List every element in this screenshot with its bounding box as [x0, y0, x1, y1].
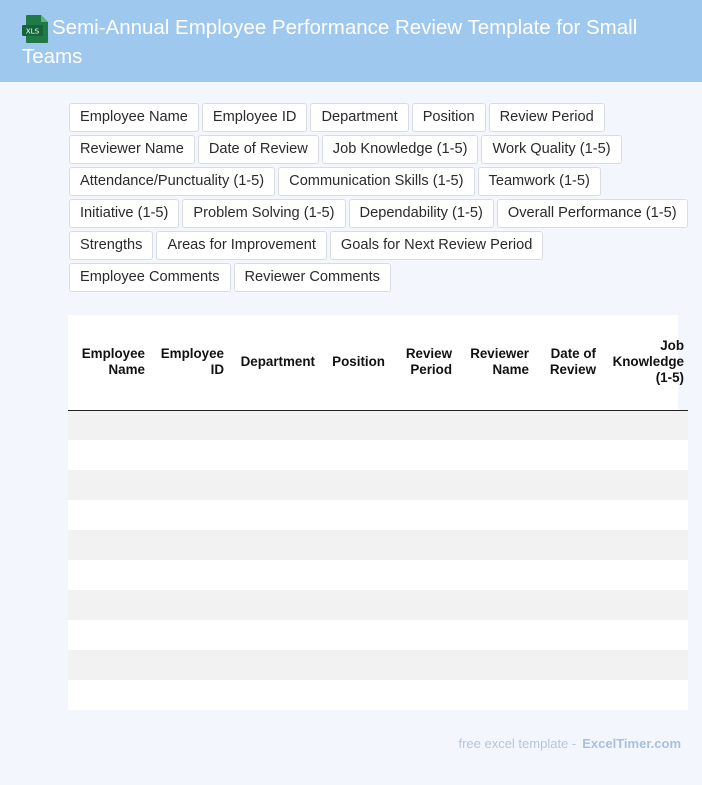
- column-header: Date of Review: [533, 315, 600, 410]
- field-chip: Date of Review: [198, 135, 319, 164]
- table-cell[interactable]: [456, 530, 533, 560]
- table-cell[interactable]: [228, 530, 319, 560]
- table-cell[interactable]: [68, 500, 149, 530]
- table-cell[interactable]: [456, 440, 533, 470]
- field-chip: Department: [310, 103, 408, 132]
- table-row: [68, 560, 688, 590]
- table-cell[interactable]: [149, 470, 228, 500]
- footer: [458, 736, 681, 751]
- table-cell[interactable]: [228, 470, 319, 500]
- table-cell[interactable]: [228, 590, 319, 620]
- table-row: [68, 410, 688, 440]
- table-header-row: [68, 315, 688, 410]
- field-chip: Dependability (1-5): [349, 199, 494, 228]
- column-header: Job Knowledge (1-5): [600, 315, 688, 410]
- field-chip: Work Quality (1-5): [481, 135, 621, 164]
- table-cell[interactable]: [456, 470, 533, 500]
- table-cell[interactable]: [149, 530, 228, 560]
- footer-brand-link[interactable]: ExcelTimer.com: [582, 736, 681, 751]
- table-cell[interactable]: [228, 620, 319, 650]
- field-chip: Review Period: [489, 103, 605, 132]
- review-table: [68, 315, 688, 710]
- table-cell[interactable]: [149, 500, 228, 530]
- field-chip: Reviewer Comments: [234, 263, 391, 292]
- field-chip: Problem Solving (1-5): [182, 199, 345, 228]
- field-list: [69, 103, 699, 295]
- table-cell[interactable]: [533, 530, 600, 560]
- table-cell[interactable]: [319, 680, 389, 710]
- column-header: Position: [319, 315, 389, 410]
- table-cell[interactable]: [149, 650, 228, 680]
- table-cell[interactable]: [600, 590, 688, 620]
- field-chip: Job Knowledge (1-5): [322, 135, 479, 164]
- table-cell[interactable]: [228, 650, 319, 680]
- table-cell[interactable]: [600, 530, 688, 560]
- field-chip: Employee ID: [202, 103, 308, 132]
- data-table-container: [68, 315, 684, 710]
- table-cell[interactable]: [533, 560, 600, 590]
- table-cell[interactable]: [228, 680, 319, 710]
- table-cell[interactable]: [389, 470, 456, 500]
- table-cell[interactable]: [149, 410, 228, 440]
- table-cell[interactable]: [389, 680, 456, 710]
- field-chip: Strengths: [69, 231, 153, 260]
- table-cell[interactable]: [600, 470, 688, 500]
- table-cell[interactable]: [533, 410, 600, 440]
- table-cell[interactable]: [68, 530, 149, 560]
- page-title: Semi-Annual Employee Performance Review Template for Small Teams: [22, 16, 638, 68]
- table-cell[interactable]: [456, 560, 533, 590]
- field-chip: Position: [412, 103, 486, 132]
- table-cell[interactable]: [389, 530, 456, 560]
- table-cell[interactable]: [600, 410, 688, 440]
- field-chip: Reviewer Name: [69, 135, 195, 164]
- table-cell[interactable]: [228, 410, 319, 440]
- table-cell[interactable]: [456, 680, 533, 710]
- column-header: Department: [228, 315, 319, 410]
- field-chip: Attendance/Punctuality (1-5): [69, 167, 275, 196]
- field-chip: Teamwork (1-5): [478, 167, 601, 196]
- table-cell[interactable]: [456, 590, 533, 620]
- table-cell[interactable]: [456, 620, 533, 650]
- table-cell[interactable]: [319, 500, 389, 530]
- table-cell[interactable]: [319, 440, 389, 470]
- table-cell[interactable]: [68, 650, 149, 680]
- table-cell[interactable]: [389, 620, 456, 650]
- table-cell[interactable]: [319, 560, 389, 590]
- table-row: [68, 470, 688, 500]
- table-row: [68, 590, 688, 620]
- table-cell[interactable]: [456, 650, 533, 680]
- table-cell[interactable]: [389, 590, 456, 620]
- table-cell[interactable]: [68, 590, 149, 620]
- table-cell[interactable]: [533, 680, 600, 710]
- column-header: Review Period: [389, 315, 456, 410]
- icon-label: XLS: [25, 26, 40, 36]
- table-cell[interactable]: [319, 530, 389, 560]
- table-cell[interactable]: [600, 440, 688, 470]
- column-header: Employee ID: [149, 315, 228, 410]
- table-cell[interactable]: [319, 620, 389, 650]
- header-banner: [0, 0, 702, 82]
- field-chip: Areas for Improvement: [156, 231, 326, 260]
- table-cell[interactable]: [533, 470, 600, 500]
- table-cell[interactable]: [600, 560, 688, 590]
- table-cell[interactable]: [600, 620, 688, 650]
- table-cell[interactable]: [533, 590, 600, 620]
- table-cell[interactable]: [68, 680, 149, 710]
- field-chip: Communication Skills (1-5): [278, 167, 474, 196]
- table-cell[interactable]: [456, 410, 533, 440]
- table-cell[interactable]: [228, 500, 319, 530]
- table-row: [68, 500, 688, 530]
- table-cell[interactable]: [389, 560, 456, 590]
- footer-text: free excel template -: [458, 736, 577, 751]
- table-row: [68, 650, 688, 680]
- table-cell[interactable]: [149, 440, 228, 470]
- table-cell[interactable]: [68, 410, 149, 440]
- table-cell[interactable]: [389, 410, 456, 440]
- table-cell[interactable]: [319, 650, 389, 680]
- table-row: [68, 620, 688, 650]
- column-header: Reviewer Name: [456, 315, 533, 410]
- table-cell[interactable]: [389, 440, 456, 470]
- table-cell[interactable]: [319, 590, 389, 620]
- table-row: [68, 680, 688, 710]
- table-cell[interactable]: [68, 470, 149, 500]
- field-chip: Employee Comments: [69, 263, 231, 292]
- table-cell[interactable]: [389, 650, 456, 680]
- table-cell[interactable]: [149, 560, 228, 590]
- table-cell[interactable]: [68, 440, 149, 470]
- field-chip: Goals for Next Review Period: [330, 231, 543, 260]
- field-chip: Initiative (1-5): [69, 199, 179, 228]
- table-cell[interactable]: [600, 650, 688, 680]
- field-chip: Employee Name: [69, 103, 199, 132]
- table-cell[interactable]: [68, 560, 149, 590]
- table-cell[interactable]: [228, 560, 319, 590]
- table-cell[interactable]: [600, 500, 688, 530]
- table-cell[interactable]: [149, 680, 228, 710]
- table-cell[interactable]: [533, 500, 600, 530]
- table-cell[interactable]: [456, 500, 533, 530]
- table-cell[interactable]: [319, 470, 389, 500]
- field-chip: Overall Performance (1-5): [497, 199, 688, 228]
- table-cell[interactable]: [149, 590, 228, 620]
- table-cell[interactable]: [533, 650, 600, 680]
- table-cell[interactable]: [600, 680, 688, 710]
- table-cell[interactable]: [228, 440, 319, 470]
- table-cell[interactable]: [319, 410, 389, 440]
- column-header: Employee Name: [68, 315, 149, 410]
- table-cell[interactable]: [533, 620, 600, 650]
- table-cell[interactable]: [533, 440, 600, 470]
- table-cell[interactable]: [389, 500, 456, 530]
- table-row: [68, 530, 688, 560]
- table-row: [68, 440, 688, 470]
- table-cell[interactable]: [68, 620, 149, 650]
- table-cell[interactable]: [149, 620, 228, 650]
